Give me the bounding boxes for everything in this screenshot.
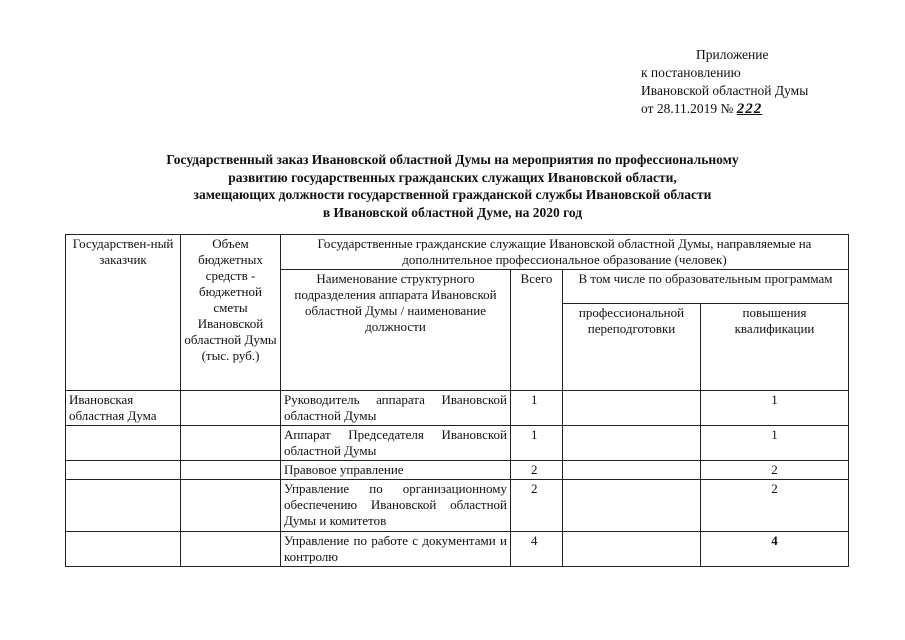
row-qualification: 4	[701, 532, 849, 567]
title-line-1: Государственный заказ Ивановской областной Думы на мероприятия по профессиональному	[166, 152, 739, 167]
row-retraining	[563, 532, 701, 567]
row-customer	[66, 426, 181, 461]
table-row	[66, 426, 849, 461]
table-row	[66, 480, 849, 532]
row-budget	[181, 426, 281, 461]
row-customer	[66, 480, 181, 532]
order-table	[65, 234, 849, 567]
table-row	[66, 461, 849, 480]
row-customer	[66, 461, 181, 480]
header-retraining: профессиональной переподготовки	[563, 304, 701, 391]
row-qualification: 1	[701, 426, 849, 461]
row-unit: Управление по работе с документами и контролю	[281, 532, 511, 567]
row-unit-text: Аппарат Председателя Ивановской областной Думы	[284, 427, 507, 458]
document-title	[0, 151, 905, 221]
row-customer	[66, 532, 181, 567]
header-budget: Объем бюджетных средств - бюджетной сметы Ивановской областной Думы (тыс. руб.)	[181, 235, 281, 391]
row-retraining	[563, 461, 701, 480]
row-budget	[181, 391, 281, 426]
appendix-line-2: к постановлению	[641, 65, 741, 80]
title-line-3: замещающих должности государственной гражданской службы Ивановской области	[193, 187, 712, 202]
row-unit: Правовое управление	[281, 461, 511, 480]
appendix-line-1: Приложение	[696, 47, 769, 62]
row-unit: Руководитель аппарата Ивановской областной Думы	[281, 391, 511, 426]
table-row	[66, 532, 849, 567]
row-total: 4	[511, 532, 563, 567]
header-qualification: повышения квалификации	[701, 304, 849, 391]
title-line-4: в Ивановской областной Думе, на 2020 год	[322, 204, 583, 220]
row-budget	[181, 480, 281, 532]
row-total: 1	[511, 391, 563, 426]
header-customer: Государствен-ный заказчик	[66, 235, 181, 391]
appendix-block	[641, 46, 808, 118]
row-total: 2	[511, 480, 563, 532]
appendix-date: от 28.11.2019 №	[641, 101, 734, 116]
row-budget	[181, 461, 281, 480]
row-qualification: 2	[701, 480, 849, 532]
header-unit: Наименование структурного подразделения аппарата Ивановской областной Думы / наименование должности	[281, 270, 511, 391]
header-programs: В том числе по образовательным программам	[563, 270, 849, 304]
row-qualification: 1	[701, 391, 849, 426]
row-retraining	[563, 426, 701, 461]
table-row	[66, 391, 849, 426]
appendix-line-3: Ивановской областной Думы	[641, 83, 809, 98]
row-retraining	[563, 480, 701, 532]
appendix-line-4	[641, 100, 808, 118]
row-qualification: 2	[701, 461, 849, 480]
row-total: 2	[511, 461, 563, 480]
row-unit: Управление по организационному обеспечению Ивановской областной Думы и комитетов	[281, 480, 511, 532]
header-total: Всего	[511, 270, 563, 391]
row-unit	[281, 426, 511, 461]
header-employees: Государственные гражданские служащие Ивановской областной Думы, направляемые на дополнительное профессиональное образование (человек)	[281, 235, 849, 270]
title-line-2: развитию государственных гражданских служащих Ивановской области,	[228, 169, 677, 185]
row-budget	[181, 532, 281, 567]
handwritten-number: 222	[736, 101, 763, 117]
row-customer: Ивановская областная Дума	[66, 391, 181, 426]
row-total: 1	[511, 426, 563, 461]
row-retraining	[563, 391, 701, 426]
